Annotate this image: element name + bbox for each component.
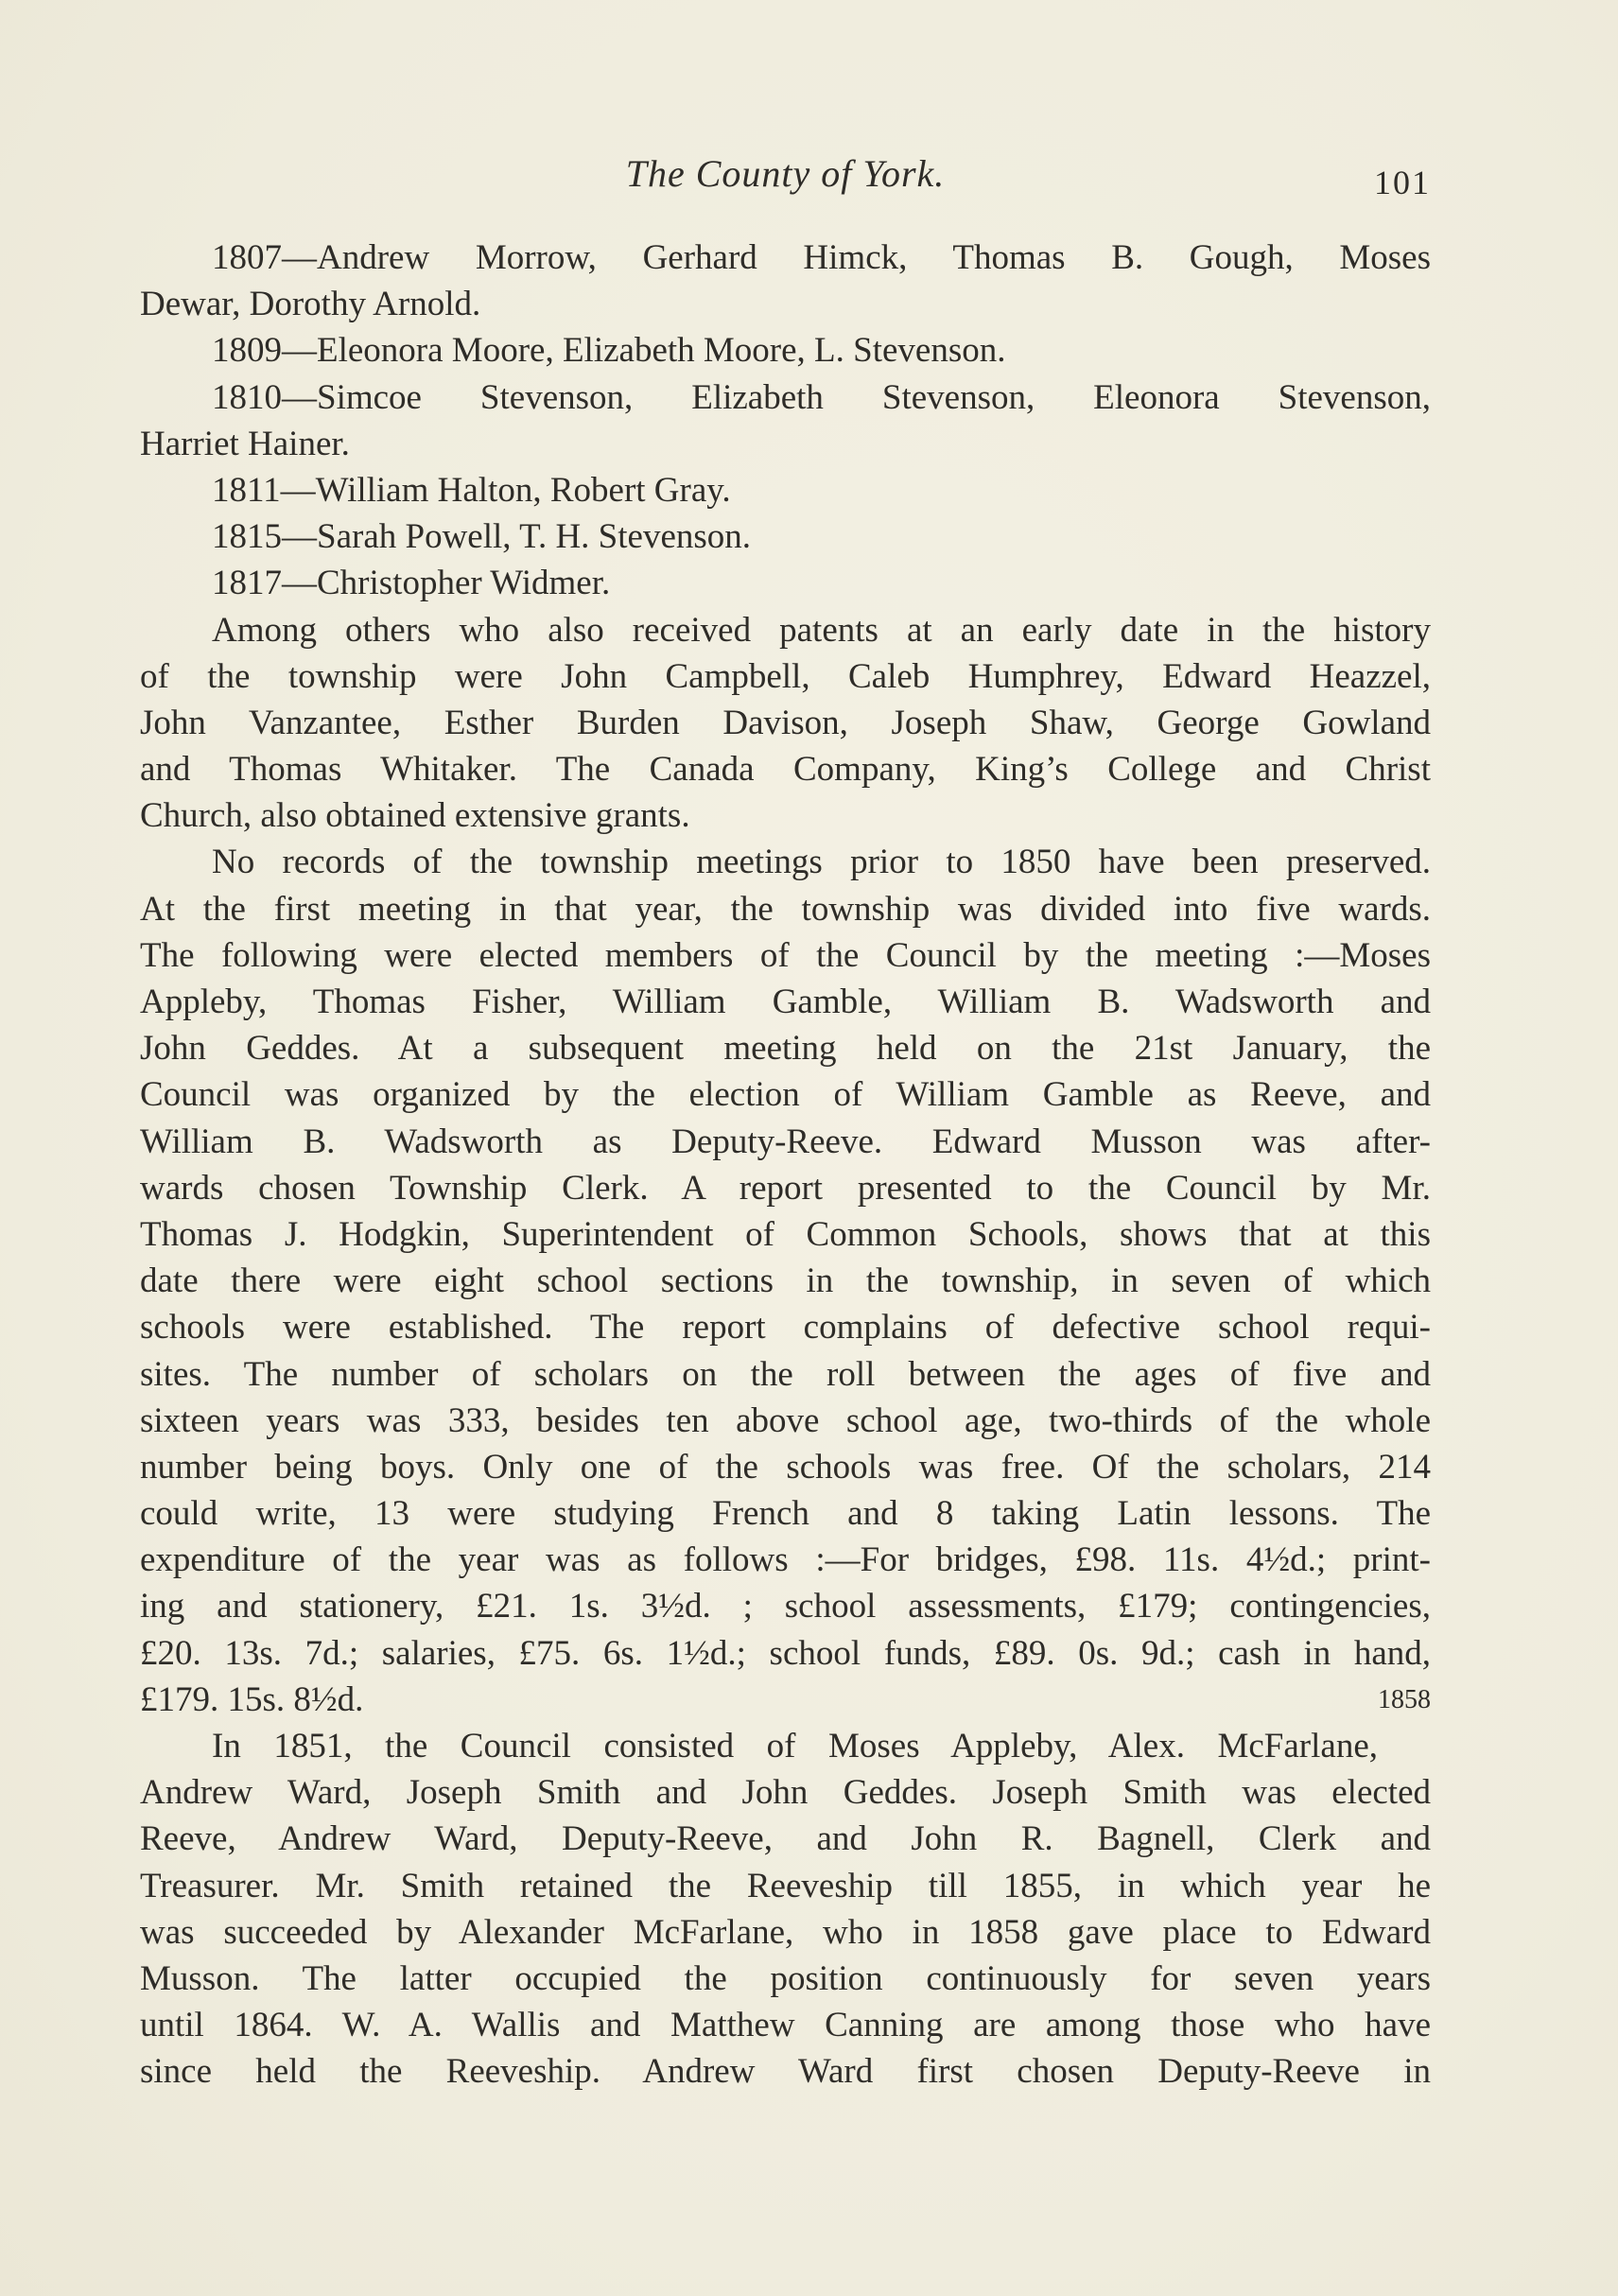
text-line: Appleby, Thomas Fisher, William Gamble, William B. Wadsworth and xyxy=(140,983,1431,1021)
text-line: sites. The number of scholars on the roll between the ages of five and xyxy=(140,1354,1431,1394)
text-line: £20. 13s. 7d.; salaries, £75. 6s. 1½d.; school funds, £89. 0s. 9d.; cash in hand, xyxy=(140,1633,1431,1673)
text-line: was succeeded by Alexander McFarlane, who in 1858 gave place to Edward xyxy=(140,1912,1431,1952)
text-line: sixteen years was 333, besides ten above school age, two-thirds of the whole xyxy=(140,1400,1431,1440)
running-title: The County of York. xyxy=(625,152,946,195)
text-line: No records of the township meetings prior to 1850 have been preserved. xyxy=(212,843,1431,882)
text-line: until 1864. W. A. Wallis and Matthew Canning are among those who have xyxy=(140,2006,1431,2045)
library-stamp-mark: 1858 xyxy=(1378,1684,1431,1714)
text-line: 1810—Simcoe Stevenson, Elizabeth Stevenson, Eleonora Stevenson, xyxy=(212,377,1431,417)
text-line: Thomas J. Hodgkin, Superintendent of Common Schools, shows that at this xyxy=(140,1214,1431,1254)
text-line: ing and stationery, £21. 1s. 3½d. ; school assessments, £179; contingencies, xyxy=(140,1587,1431,1626)
text-line: 1811—William Halton, Robert Gray. xyxy=(212,470,731,510)
text-line: since held the Reeveship. Andrew Ward first chosen Deputy-Reeve in xyxy=(140,2052,1431,2092)
text-line: date there were eight school sections in the township, in seven of which xyxy=(140,1261,1431,1301)
text-line: of the township were John Campbell, Caleb Humphrey, Edward Heazzel, xyxy=(140,656,1431,696)
text-line: At the first meeting in that year, the township was divided into five wards. xyxy=(140,889,1431,929)
text-line: could write, 13 were studying French and 8 taking Latin lessons. The xyxy=(140,1494,1431,1534)
text-line: wards chosen Township Clerk. A report presented to the Council by Mr. xyxy=(140,1168,1431,1208)
text-line: The following were elected members of the Council by the meeting :—Moses xyxy=(140,935,1431,975)
text-line: number being boys. Only one of the schools was free. Of the scholars, 214 xyxy=(140,1447,1431,1487)
text-line-with-mark xyxy=(140,1677,1431,1723)
text-line: 1817—Christopher Widmer. xyxy=(212,564,611,603)
text-line: 1815—Sarah Powell, T. H. Stevenson. xyxy=(212,517,752,557)
text-line: William B. Wadsworth as Deputy-Reeve. Edward Musson was after- xyxy=(140,1122,1431,1161)
text-line: Council was organized by the election of William Gamble as Reeve, and xyxy=(140,1075,1431,1115)
text-line: Among others who also received patents at an early date in the history xyxy=(212,610,1431,650)
text-line: John Vanzantee, Esther Burden Davison, Joseph Shaw, George Gowland xyxy=(140,703,1431,742)
text-line: 1809—Eleonora Moore, Elizabeth Moore, L. Stevenson. xyxy=(212,331,1006,371)
text-line: 1807—Andrew Morrow, Gerhard Himck, Thomas B. Gough, Moses xyxy=(212,238,1431,277)
text-line-content: £179. 15s. 8½d. xyxy=(140,1679,364,1719)
text-line: In 1851, the Council consisted of Moses Appleby, Alex. McFarlane, xyxy=(212,1727,1378,1765)
text-line: John Geddes. At a subsequent meeting held on the 21st January, the xyxy=(140,1029,1431,1069)
text-line: Andrew Ward, Joseph Smith and John Geddes. Joseph Smith was elected xyxy=(140,1773,1431,1813)
text-line: Dewar, Dorothy Arnold. xyxy=(140,285,481,324)
body-text xyxy=(140,235,1431,2096)
running-head xyxy=(140,151,1431,204)
page-number: 101 xyxy=(1374,164,1431,201)
text-line: Harriet Hainer. xyxy=(140,424,350,463)
text-line: and Thomas Whitaker. The Canada Company, King’s College and Christ xyxy=(140,750,1431,790)
text-line: expenditure of the year was as follows :—For bridges, £98. 11s. 4½d.; print- xyxy=(140,1540,1431,1580)
text-line: Reeve, Andrew Ward, Deputy-Reeve, and John R. Bagnell, Clerk and xyxy=(140,1819,1431,1859)
text-line: Treasurer. Mr. Smith retained the Reeveship till 1855, in which year he xyxy=(140,1866,1431,1905)
text-line: schools were established. The report complains of defective school requi- xyxy=(140,1308,1431,1348)
text-line: Church, also obtained extensive grants. xyxy=(140,796,690,836)
text-line: Musson. The latter occupied the position continuously for seven years xyxy=(140,1958,1431,1998)
